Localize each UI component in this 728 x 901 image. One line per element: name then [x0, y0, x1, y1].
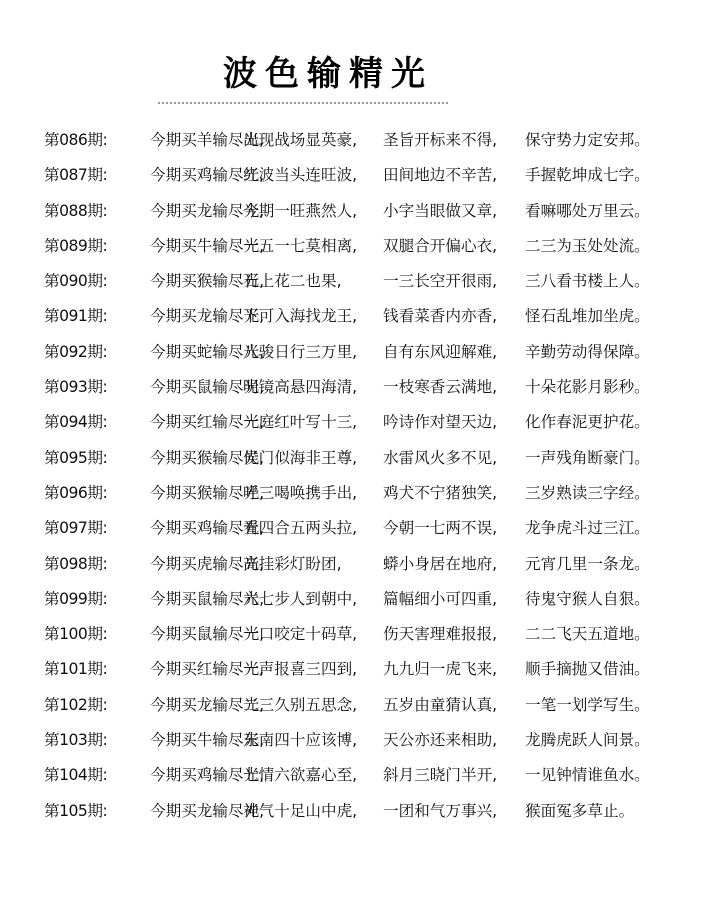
verse-segment: 三八看书楼上人。 — [525, 272, 650, 291]
verse-segment: 今期买蛇输尽光, — [150, 342, 265, 361]
verse-segment: 今期买牛输尽光, — [150, 731, 265, 750]
issue-number: 第088期: — [44, 201, 108, 220]
list-item — [44, 194, 714, 229]
verse-segment: 吟诗作对望天边, — [383, 413, 498, 432]
list-item — [44, 476, 714, 511]
verse-segment: 三岁熟读三字经。 — [525, 483, 650, 502]
verse-segment: 出现战场显英豪, — [243, 131, 358, 149]
verse-segment: 二二飞天五道地。 — [525, 625, 650, 644]
verse-segment: 元宵几里一条龙。 — [525, 554, 650, 573]
verse-segment: 今期买龙输尽光, — [150, 201, 265, 220]
verse-segment: 今期买鼠输尽光, — [150, 625, 265, 644]
title-divider — [158, 102, 448, 104]
list-item — [44, 547, 714, 582]
verse-segment: 下可入海找龙王, — [243, 307, 358, 326]
document-title: 波色输精光 — [223, 54, 433, 94]
verse-segment: 二三久别五思念, — [243, 695, 358, 714]
verse-segment: 龙腾虎跃人间景。 — [525, 731, 650, 750]
issue-number: 第100期: — [44, 625, 108, 644]
verse-segment: 石上花二也果, — [243, 272, 342, 291]
verse-segment: 二三为玉处处流。 — [525, 236, 650, 255]
verse-segment: 天公亦还来相助, — [383, 731, 498, 750]
issue-number: 第086期: — [44, 131, 108, 149]
list-item — [44, 688, 714, 723]
verse-segment: 七情六欲嘉心至, — [243, 766, 358, 785]
verse-segment: 圣旨开标来不得, — [383, 131, 498, 149]
verse-segment: 待鬼守猴人自狠。 — [525, 589, 650, 608]
verse-segment: 一口咬定十码草, — [243, 625, 358, 644]
issue-number: 第102期: — [44, 695, 108, 714]
verse-segment: 蟒小身居在地府, — [383, 554, 498, 573]
list-item — [44, 370, 714, 405]
verse-segment: 小字当眼做又章, — [383, 201, 498, 220]
issue-number: 第099期: — [44, 589, 108, 608]
verse-segment: 神气十足山中虎, — [243, 801, 358, 820]
list-item — [44, 264, 714, 299]
issue-number: 第098期: — [44, 554, 108, 573]
verse-segment: 篇幅细小可四重, — [383, 589, 498, 608]
list-item — [44, 582, 714, 617]
verse-segment: 双腿合开偏心衣, — [383, 236, 498, 255]
list-item — [44, 511, 714, 546]
list-item — [44, 335, 714, 370]
issue-number: 第096期: — [44, 483, 108, 502]
verse-segment: 今期买鼠输尽光, — [150, 378, 265, 397]
verse-segment: 一声报喜三四到, — [243, 660, 358, 679]
verse-segment: 田间地边不辛苦, — [383, 166, 498, 185]
verse-segment: 今期买虎输尽光, — [150, 554, 265, 573]
list-item — [44, 441, 714, 476]
verse-segment: 今期买鼠输尽光, — [150, 589, 265, 608]
list-item — [44, 652, 714, 687]
verse-segment: 一庭红叶写十三, — [243, 413, 358, 432]
verse-segment: 一见钟情谁鱼水。 — [525, 766, 650, 785]
issue-number: 第087期: — [44, 166, 108, 185]
verse-segment: 一三长空开很雨, — [383, 272, 498, 291]
verse-segment: 看嘛哪处万里云。 — [525, 201, 650, 220]
list-item — [44, 123, 714, 158]
list-item — [44, 723, 714, 758]
verse-segment: 五岁由童猜认真, — [383, 695, 498, 714]
list-item — [44, 229, 714, 264]
verse-segment: 今期买龙输尽光, — [150, 695, 265, 714]
verse-segment: 东南四十应该博, — [243, 731, 358, 750]
verse-segment: 高挂彩灯盼团, — [243, 554, 342, 573]
verse-segment: 六七步人到朝中, — [243, 589, 358, 608]
verse-segment: 今期买羊输尽光, — [150, 131, 265, 149]
issue-number: 第094期: — [44, 413, 108, 432]
prediction-list — [44, 123, 714, 829]
verse-segment: 一枝寒香云满地, — [383, 378, 498, 397]
verse-segment: 伤天害理难报报, — [383, 625, 498, 644]
verse-segment: 侯门似海非王尊, — [243, 448, 358, 467]
issue-number: 第104期: — [44, 766, 108, 785]
verse-segment: 今期买猴输尽光, — [150, 448, 265, 467]
verse-segment: 鸡犬不宁猪独笑, — [383, 483, 498, 502]
verse-segment: 今期买鸡输尽光, — [150, 166, 265, 185]
issue-number: 第105期: — [44, 801, 108, 820]
verse-segment: 手握乾坤成七字。 — [525, 166, 650, 185]
verse-segment: 今期买红输尽光, — [150, 413, 265, 432]
issue-number: 第093期: — [44, 378, 108, 397]
issue-number: 第089期: — [44, 236, 108, 255]
verse-segment: 自有东风迎解难, — [383, 342, 498, 361]
list-item — [44, 617, 714, 652]
issue-number: 第097期: — [44, 519, 108, 538]
verse-segment: 红波当头连旺波, — [243, 166, 358, 185]
verse-segment: 水雷风火多不见, — [383, 448, 498, 467]
verse-segment: 一声残角断豪门。 — [525, 448, 650, 467]
verse-segment: 今期买龙输尽光, — [150, 307, 265, 326]
verse-segment: 八骏日行三万里, — [243, 342, 358, 361]
verse-segment: 今期买龙输尽光, — [150, 801, 265, 820]
verse-segment: 明镜高悬四海清, — [243, 378, 358, 397]
verse-segment: 龙争虎斗过三江。 — [525, 519, 650, 538]
verse-segment: 一五一七莫相离, — [243, 236, 358, 255]
verse-segment: 一团和气万事兴, — [383, 801, 498, 820]
verse-segment: 今期买猴输尽光, — [150, 483, 265, 502]
verse-segment: 化作春泥更护花。 — [525, 413, 650, 432]
verse-segment: 十朵花影月影秒。 — [525, 378, 650, 397]
verse-segment: 今期一旺燕然人, — [243, 201, 358, 220]
verse-segment: 看四合五两头拉, — [243, 519, 358, 538]
issue-number: 第103期: — [44, 731, 108, 750]
verse-segment: 九九归一虎飞来, — [383, 660, 498, 679]
issue-number: 第101期: — [44, 660, 108, 679]
verse-segment: 怪石乱堆加坐虎。 — [525, 307, 650, 326]
verse-segment: 辛勤劳动得保障。 — [525, 342, 650, 361]
verse-segment: 今期买猴输尽光, — [150, 272, 265, 291]
verse-segment: 钱看菜香内亦香, — [383, 307, 498, 326]
verse-segment: 一笔一划学写生。 — [525, 695, 650, 714]
issue-number: 第091期: — [44, 307, 108, 326]
verse-segment: 顺手摘抛又借油。 — [525, 660, 650, 679]
verse-segment: 猴面冤多草止。 — [525, 801, 635, 820]
list-item — [44, 158, 714, 193]
verse-segment: 呼三喝唤携手出, — [243, 483, 358, 502]
list-item — [44, 405, 714, 440]
verse-segment: 斜月三晓门半开, — [383, 766, 498, 785]
verse-segment: 今期买红输尽光, — [150, 660, 265, 679]
verse-segment: 今期买鸡输尽光, — [150, 519, 265, 538]
list-item — [44, 299, 714, 334]
verse-segment: 今期买鸡输尽光, — [150, 766, 265, 785]
verse-segment: 保守势力定安邦。 — [525, 131, 650, 149]
verse-segment: 今朝一七两不误, — [383, 519, 498, 538]
issue-number: 第090期: — [44, 272, 108, 291]
list-item — [44, 758, 714, 793]
issue-number: 第092期: — [44, 342, 108, 361]
issue-number: 第095期: — [44, 448, 108, 467]
verse-segment: 今期买牛输尽光, — [150, 236, 265, 255]
list-item — [44, 794, 714, 829]
